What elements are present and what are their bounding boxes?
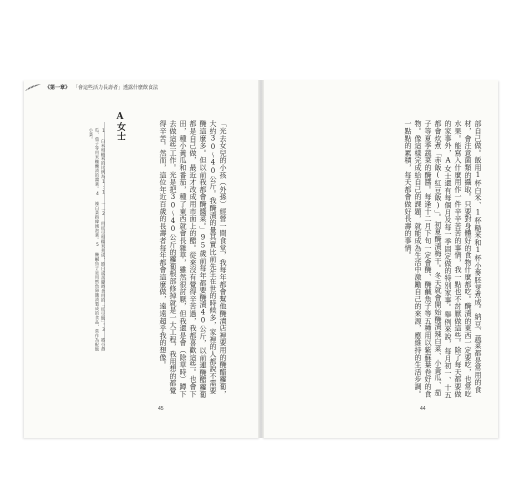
palm-leaf-icon [24, 83, 42, 92]
right-page-text: 部自己做。飯用1杯白米、1杯糙米和1杯小麥胚芽煮成。納豆、蔬菜都是常用的食材，會注意菌類的攝取。只要對身體好的食物什麼都吃。醃漬的東西一定要吃，也常吃水果。能寫入什麼用作一件辛辛苦苦的事情，我一點也不討厭做這些。除了每天都要做的家事外，A女士還有每個月及每一季固定做的特別家事。舉例來說，每月初一、十五都會炊煮「赤飯(紅豆飯)」。初夏醃漬梅干。冬天就會開始醃漬辣白菜、小黃瓜、茄子等夏季蔬菜的醃醬。每逢十二月下旬一定會醃、醃鹹魚子等五種用以紫蘇葉卷好的食物。像這樣完成給自己的課題，就能成為生活中激勵自己的來源，應維持的生活步調。一點點的累積，每天都會做好長壽的事情。 [404, 120, 482, 399]
running-header [24, 82, 260, 92]
chapter-label: 《第一章》 [45, 84, 71, 91]
left-page-text: 「光去女兒的小孩（外孫）經營一間食堂，我每年都會幫他醃漬店裡要用的醃醋蘿蔔，大約30～40公斤。我醃漬的量其實比前先生在世的時候多，家裡的人都說不需要醃這麼多。但以前我都會醃醬菜。」95歲前每年都要醃漬40公斤，以前連醃醋蘿蔔都是自己做，最近才改成用市面上的醋。從來沒有覺得辛苦過，我都喜歡這些。也會下田，種小黃瓜和番茄，種了東西就會長雜草，雖然很討厭，但我還是會（除草時）蹲下去做這些工作。光是把30～40公斤的蘿蔔根部修掉就是一大工程，我用想的都覺得辛苦。然而，這位年近百歲的長壽者每年都會這麼做，遠遠超乎我的想像。 [159, 120, 227, 398]
page-number-left: 45 [158, 406, 164, 412]
page-number-right: 44 [420, 406, 426, 412]
section-heading: A女士 [115, 112, 125, 141]
chapter-title: 「會這些活力長壽者」透露什麼飲食法 [73, 84, 159, 91]
book-gutter [258, 80, 264, 438]
footnotes: 1 白米和糙米的比例為1:1 ……2 用紅豆和糯米煮成，節日或喜慶時食用的「紅豆飯」。3 將小黃瓜、茄子等用米糠醃漬的醬菜。4 辣白菜指韓國泡菜。5 醃鹹魚子是用鱈魚卵鹽漬製成的食品，常作為配飯小菜。 [89, 128, 106, 352]
